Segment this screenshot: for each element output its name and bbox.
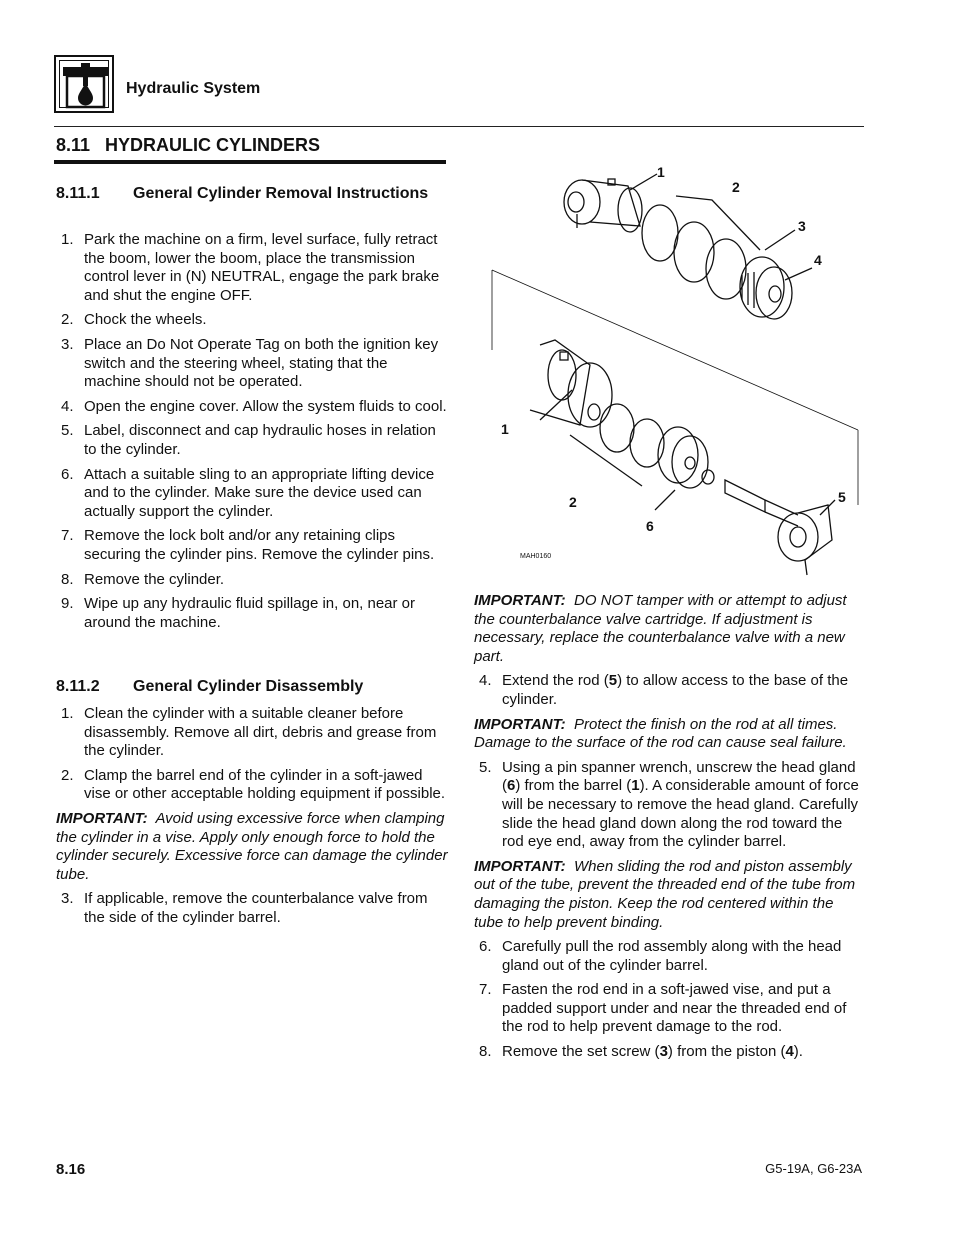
list-item	[56, 336, 448, 392]
diagram-frame	[492, 270, 858, 505]
step-text: Park the machine on a firm, level surface, fully retract the boom, lower the boom, place the transmission control lever in (N) NEUTRAL, engage the park brake and shut the engine OFF.	[84, 231, 440, 304]
list-item	[56, 311, 448, 330]
step-number: 6.	[61, 465, 74, 483]
seal-ring	[600, 404, 634, 452]
callout-label: 5	[838, 489, 846, 505]
section-title: 8.11 HYDRAULIC CYLINDERS	[56, 135, 321, 155]
callout-label: 2	[732, 179, 740, 195]
figure-code: MAH0160	[520, 553, 552, 560]
head-gland	[658, 427, 708, 488]
list-item	[56, 890, 448, 927]
step-number: 5.	[479, 758, 492, 776]
step-number: 6.	[479, 938, 492, 956]
step-text-pre: Extend the rod (	[502, 672, 609, 690]
callout-leader	[630, 174, 657, 190]
step-text-post: ).	[793, 1043, 803, 1061]
important-note	[474, 716, 864, 753]
step-text: Remove the cylinder.	[84, 570, 225, 588]
seal-ring	[702, 470, 714, 484]
list-item	[474, 759, 864, 852]
step-number: 2.	[61, 311, 74, 329]
list-item	[56, 571, 448, 590]
list-item	[56, 595, 448, 632]
important-note	[474, 858, 864, 932]
step-text: Carefully pull the rod assembly along with the head gland out of the cylinder barrel.	[502, 938, 842, 974]
part-ref: 1	[631, 777, 640, 795]
list-item	[474, 1043, 864, 1062]
seal-ring	[642, 205, 678, 261]
list-item	[56, 398, 448, 417]
list-item	[56, 422, 448, 459]
step-text-mid: ) from the barrel (	[515, 777, 632, 795]
step-number: 9.	[61, 595, 74, 613]
part-ref: 3	[659, 1043, 668, 1061]
step-number: 1.	[61, 705, 74, 722]
step-number: 5.	[61, 422, 74, 440]
subsection-title: General Cylinder Disassembly	[133, 678, 364, 695]
important-text: Protect the finish on the rod at all times. Damage to the surface of the rod can cause seal failure.	[474, 715, 847, 752]
callout-leader	[540, 390, 572, 420]
header-title: Hydraulic System	[126, 80, 261, 97]
important-label: IMPORTANT:	[56, 809, 148, 827]
step-text: If applicable, remove the counterbalance valve from the side of the cylinder barrel.	[84, 890, 428, 926]
callout-label: 2	[569, 494, 577, 510]
list-item	[474, 981, 864, 1037]
piston	[740, 257, 792, 319]
step-text: Clamp the barrel end of the cylinder in a soft-jawed vise or other acceptable holding equipment if possible.	[84, 766, 446, 803]
important-label: IMPORTANT:	[474, 857, 566, 875]
step-number: 2.	[61, 766, 74, 784]
subsection-disassembly-heading	[56, 677, 446, 697]
step-number: 4.	[61, 397, 74, 415]
hydraulic-system-logo	[54, 55, 114, 113]
important-text: When sliding the rod and piston assembly out of the tube, prevent the threaded end of the tube from damaging the piston. Keep the rod centered within the tube to help prevent binding.	[474, 857, 856, 931]
disassembly-steps-left	[56, 705, 448, 934]
step-number: 1.	[61, 231, 74, 248]
subsection-number: 8.11.1	[56, 185, 100, 202]
seal-ring	[674, 222, 714, 282]
subsection-number: 8.11.2	[56, 678, 100, 695]
list-item	[474, 938, 864, 975]
list-item	[474, 672, 864, 709]
removal-steps	[56, 231, 448, 638]
important-label: IMPORTANT:	[474, 592, 566, 609]
step-number: 4.	[479, 672, 492, 690]
step-text-pre: Remove the set screw (	[502, 1043, 660, 1061]
step-text-pre: Using a pin spanner wrench, unscrew the head gland (	[502, 758, 856, 795]
step-number: 3.	[61, 335, 74, 353]
callout-label: 1	[501, 421, 509, 437]
step-text-post: ). A considerable amount of force will be necessary to remove the head gland. Carefully slide the head gland down along the rod toward the rod eye end, away from the cylinder barrel.	[502, 777, 859, 851]
disassembly-steps-right	[474, 592, 864, 1068]
list-item	[56, 767, 448, 804]
hydraulic-drop-icon	[59, 60, 109, 108]
subsection-removal-heading	[56, 184, 446, 224]
important-note	[56, 810, 448, 884]
page-number: 8.16	[56, 1161, 86, 1178]
seal-ring	[588, 404, 600, 420]
important-label: IMPORTANT:	[474, 715, 566, 733]
barrel-top	[564, 179, 642, 232]
cylinder-exploded-diagram	[480, 160, 860, 580]
callout-label: 6	[646, 518, 654, 534]
important-text: Avoid using excessive force when clamping the cylinder in a vise. Apply only enough force to hold the cylinder securely. Excessive force can damage the cylinder tube.	[56, 809, 448, 883]
part-ref: 5	[608, 672, 618, 690]
list-item	[56, 466, 448, 522]
step-text-post: ) to allow access to the base of the cylinder.	[502, 672, 849, 708]
list-item	[56, 527, 448, 564]
callout-leader	[785, 268, 812, 280]
step-text: Open the engine cover. Allow the system fluids to cool.	[84, 397, 447, 415]
step-number: 8.	[479, 1043, 492, 1061]
step-text: Chock the wheels.	[84, 311, 207, 329]
subsection-title: General Cylinder Removal Instructions	[133, 185, 429, 202]
step-number: 7.	[61, 527, 74, 545]
step-number: 8.	[61, 570, 74, 588]
part-ref: 4	[785, 1043, 794, 1061]
step-text: Label, disconnect and cap hydraulic hoses in relation to the cylinder.	[84, 422, 436, 458]
section-divider	[54, 160, 446, 164]
step-text: Fasten the rod end in a soft-jawed vise, and put a padded support under and near the threaded end of the rod to help prevent damage to the rod.	[502, 981, 847, 1036]
callout-label: 3	[798, 218, 806, 234]
important-text: DO NOT tamper with or attempt to adjust the counterbalance valve cartridge. If adjustment is necessary, replace the counterbalance valve with a new part.	[474, 592, 847, 665]
step-text: Place an Do Not Operate Tag on both the ignition key switch and the steering wheel, stating that the machine should not be operated.	[84, 335, 439, 391]
callout-leader	[655, 490, 675, 510]
list-item	[56, 705, 448, 761]
rod	[725, 480, 832, 575]
step-text: Clean the cylinder with a suitable cleaner before disassembly. Remove all dirt, debris and grease from the cylinder.	[84, 705, 437, 760]
step-text: Attach a suitable sling to an appropriate lifting device and to the cylinder. Make sure the device used can actually support the cylinder.	[84, 465, 435, 520]
list-item	[56, 231, 448, 305]
step-text: Wipe up any hydraulic fluid spillage in, on, near or around the machine.	[84, 595, 416, 631]
callout-leader	[765, 230, 795, 250]
step-text-mid: ) from the piston (	[667, 1043, 786, 1061]
model-numbers: G5-19A, G6-23A	[765, 1161, 862, 1176]
callout-label: 1	[657, 164, 665, 180]
callout-leader	[820, 500, 835, 515]
callout-label: 4	[814, 252, 822, 268]
header-divider	[54, 126, 864, 127]
step-number: 7.	[479, 981, 492, 999]
step-number: 3.	[61, 890, 74, 908]
step-text: Remove the lock bolt and/or any retaining clips securing the cylinder pins. Remove the cylinder pins.	[84, 527, 435, 563]
part-ref: 6	[507, 777, 516, 795]
important-note	[474, 592, 864, 666]
